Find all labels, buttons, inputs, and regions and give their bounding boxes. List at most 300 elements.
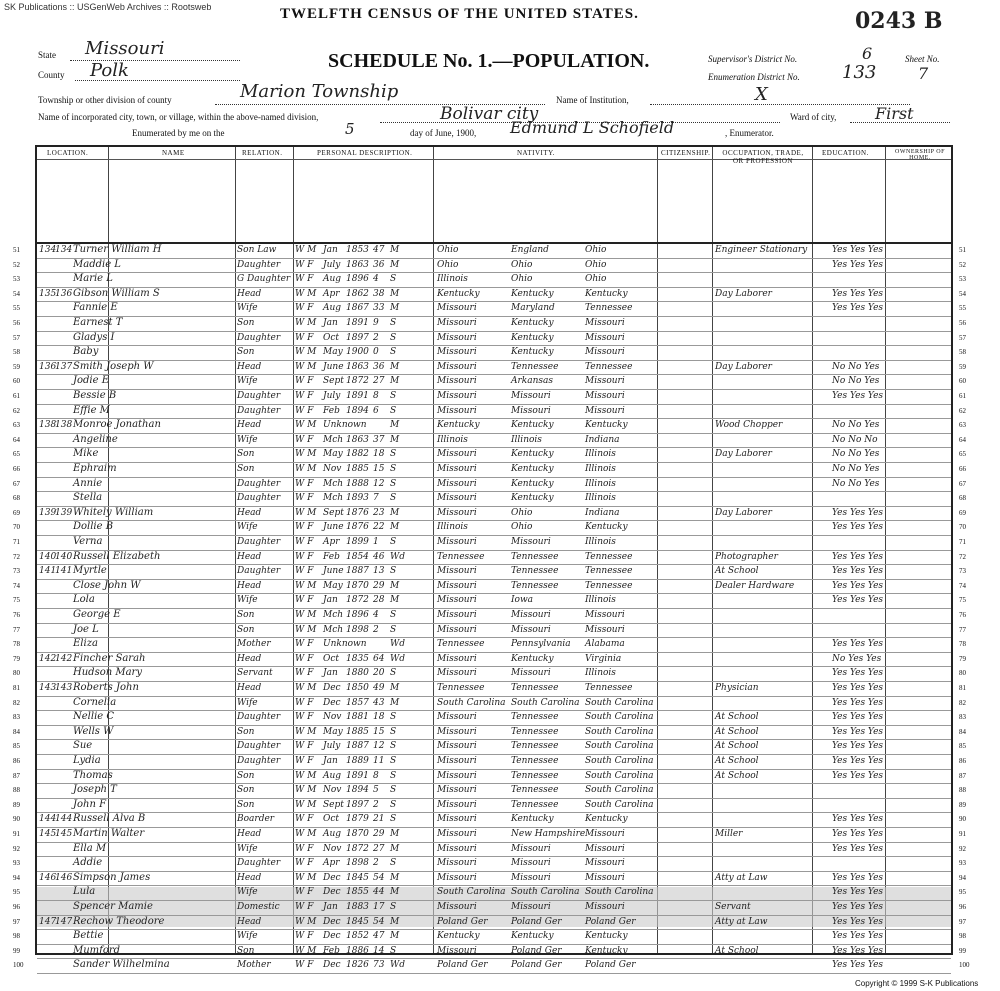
cell-name: Martin Walter	[73, 828, 145, 839]
cell-yr: 1835	[346, 653, 369, 664]
cell-sex: W M	[295, 945, 317, 956]
cell-rel: Daughter	[237, 566, 281, 577]
line-number-right: 56	[959, 319, 966, 327]
cell-edu: Yes Yes Yes	[832, 712, 884, 723]
cell-mo: Nov	[323, 712, 342, 723]
cell-mo: Apr	[323, 537, 340, 547]
table-row	[13, 725, 966, 741]
enumerator-value: Edmund L Schofield	[510, 118, 675, 137]
cell-mo: Jan	[323, 318, 338, 328]
cell-m: Illinois	[585, 464, 616, 474]
enumerated-label: Enumerated by me on the	[132, 128, 225, 138]
cell-sex: W F	[295, 653, 314, 664]
cell-f: Missouri	[511, 902, 551, 912]
enumerator-label: , Enumerator.	[725, 128, 774, 138]
cell-sex: W M	[295, 507, 317, 518]
cell-age: 7	[373, 493, 379, 504]
cell-f: Kentucky	[511, 931, 554, 942]
cell-sex: W F	[295, 843, 314, 854]
cell-name: Close John W	[73, 579, 141, 591]
line-number-left: 97	[13, 917, 20, 926]
cell-p: Missouri	[437, 595, 477, 606]
cell-p: Missouri	[437, 303, 477, 314]
table-row	[13, 520, 966, 536]
cell-f: Ohio	[511, 274, 533, 285]
table-row	[13, 915, 966, 931]
cell-age: 15	[373, 464, 385, 474]
cell-rel: Head	[237, 829, 262, 839]
table-row	[13, 550, 966, 566]
cell-f: Missouri	[511, 858, 551, 869]
cell-sex: W F	[295, 639, 314, 650]
cell-ms: S	[390, 799, 397, 810]
cell-yr: 1896	[346, 610, 369, 620]
cell-mo: Dec	[323, 697, 341, 708]
cell-p: Kentucky	[437, 420, 480, 431]
cell-name: Spencer Mamie	[73, 901, 153, 912]
cell-age: 4	[373, 274, 379, 285]
cell-m: South Carolina	[585, 887, 654, 898]
group-relation: RELATION.	[242, 149, 283, 157]
cell-ms: S	[390, 741, 397, 752]
cell-age: 36	[373, 259, 385, 270]
table-row	[13, 696, 966, 712]
cell-m: Illinois	[585, 449, 616, 460]
line-number-right: 81	[959, 684, 966, 692]
cell-mo: Mch	[323, 624, 344, 635]
cell-rel: Head	[237, 551, 262, 562]
line-number-right: 68	[959, 494, 966, 503]
cell-m: Kentucky	[585, 931, 628, 942]
cell-p: Missouri	[437, 332, 477, 343]
table-row	[13, 710, 966, 726]
cell-m: Tennessee	[585, 566, 633, 577]
table-row	[13, 885, 966, 901]
cell-m: Tennessee	[585, 580, 633, 591]
cell-p: Kentucky	[437, 931, 480, 942]
cell-p: Missouri	[437, 361, 477, 372]
cell-m: South Carolina	[585, 785, 654, 796]
cell-dw: 139	[39, 507, 57, 518]
cell-yr: 1863	[346, 361, 369, 372]
cell-yr: 1886	[346, 945, 369, 956]
line-number-right: 84	[959, 727, 966, 736]
cell-m: Missouri	[585, 347, 625, 358]
line-number-right: 53	[959, 275, 966, 284]
cell-ms: S	[390, 726, 397, 737]
line-number-right: 91	[959, 830, 966, 838]
cell-ms: M	[390, 522, 400, 533]
cell-mo: Unknown	[323, 639, 367, 650]
cell-edu: Yes Yes Yes	[832, 916, 884, 927]
line-number-right: 55	[959, 304, 966, 313]
cell-rel: Head	[237, 916, 262, 927]
cell-yr: 1863	[346, 434, 369, 445]
cell-occ: Atty at Law	[715, 872, 768, 883]
cell-ms: M	[390, 872, 400, 883]
county-value: Polk	[90, 60, 129, 81]
cell-ms: S	[390, 945, 397, 956]
cell-fm: 146	[55, 872, 73, 883]
county-label: County	[38, 70, 65, 80]
cell-sex: W M	[295, 829, 317, 839]
cell-rel: Son	[237, 449, 255, 460]
cell-edu: Yes Yes Yes	[832, 945, 884, 956]
cell-yr: 1850	[346, 683, 369, 693]
cell-f: Kentucky	[511, 288, 554, 299]
cell-yr: 1891	[346, 318, 369, 328]
line-number-right: 93	[959, 859, 966, 868]
cell-rel: Daughter	[237, 493, 281, 504]
cell-mo: Dec	[323, 887, 341, 898]
line-number-right: 78	[959, 640, 966, 649]
cell-edu: Yes Yes Yes	[832, 931, 884, 942]
line-number-left: 88	[13, 786, 20, 795]
cell-age: 47	[373, 931, 385, 942]
cell-yr: 1896	[346, 274, 369, 285]
cell-ms: M	[390, 595, 400, 606]
line-number-left: 56	[13, 319, 20, 327]
enumeration-value: 133	[842, 62, 877, 83]
table-row	[13, 754, 966, 770]
cell-dw: 146	[39, 872, 57, 883]
line-number-right: 72	[959, 552, 966, 561]
cell-yr: 1885	[346, 464, 369, 474]
cell-ms: M	[390, 245, 400, 255]
cell-m: South Carolina	[585, 770, 654, 781]
cell-occ: Day Laborer	[715, 449, 772, 460]
cell-edu: Yes Yes Yes	[832, 843, 884, 854]
cell-yr: 1891	[346, 770, 369, 781]
cell-rel: Son	[237, 464, 255, 474]
group-citizenship: CITIZENSHIP.	[661, 149, 711, 157]
cell-ms: M	[390, 361, 400, 372]
cell-name: Joseph T	[73, 784, 117, 796]
cell-occ: Servant	[715, 902, 751, 912]
cell-edu: Yes Yes Yes	[832, 741, 884, 752]
cell-sex: W F	[295, 902, 314, 912]
cell-edu: Yes Yes Yes	[832, 288, 884, 299]
cell-yr: 1845	[346, 872, 369, 883]
line-number-right: 62	[959, 406, 966, 415]
cell-ms: Wd	[390, 960, 406, 971]
cell-occ: At School	[715, 726, 759, 737]
sheet-label: Sheet No.	[905, 54, 940, 64]
cell-ms: M	[390, 829, 400, 839]
line-number-right: 92	[959, 844, 966, 853]
line-number-left: 69	[13, 508, 20, 517]
cell-edu: Yes Yes Yes	[832, 683, 884, 693]
cell-age: 20	[373, 668, 385, 679]
cell-mo: Feb	[323, 551, 340, 562]
table-row	[13, 345, 966, 361]
cell-yr: 1845	[346, 916, 369, 927]
cell-name: Smith Joseph W	[73, 360, 154, 372]
cell-rel: Wife	[237, 434, 258, 445]
line-number-right: 75	[959, 596, 966, 605]
cell-rel: Head	[237, 288, 262, 299]
cell-m: Missouri	[585, 858, 625, 869]
cell-sex: W F	[295, 551, 314, 562]
cell-p: Illinois	[437, 522, 468, 533]
cell-f: Missouri	[511, 537, 551, 547]
cell-yr: 1898	[346, 624, 369, 635]
cell-age: 1	[373, 537, 379, 547]
cell-m: Indiana	[585, 434, 620, 445]
line-number-left: 80	[13, 669, 20, 678]
cell-ms: S	[390, 274, 397, 285]
cell-p: Illinois	[437, 434, 468, 445]
cell-fm: 138	[55, 420, 73, 431]
cell-ms: S	[390, 391, 397, 401]
cell-sex: W M	[295, 799, 317, 810]
cell-sex: W F	[295, 668, 314, 679]
cell-name: Earnest T	[73, 317, 123, 328]
line-number-right: 86	[959, 757, 966, 765]
cell-sex: W M	[295, 361, 317, 372]
cell-m: Tennessee	[585, 551, 633, 562]
table-row	[13, 491, 966, 507]
cell-m: Illinois	[585, 478, 616, 489]
cell-yr: 1885	[346, 726, 369, 737]
line-number-right: 90	[959, 815, 966, 824]
table-row	[13, 389, 966, 405]
cell-fm: 134	[55, 245, 73, 255]
cell-f: Poland Ger	[511, 916, 562, 927]
cell-ms: S	[390, 464, 397, 474]
township-value: Marion Township	[240, 81, 399, 102]
cell-edu: Yes Yes Yes	[832, 697, 884, 708]
cell-ms: M	[390, 580, 400, 591]
cell-mo: Jan	[323, 245, 338, 255]
cell-edu: Yes Yes Yes	[832, 391, 884, 401]
cell-yr: 1867	[346, 303, 369, 314]
cell-edu: Yes Yes Yes	[832, 726, 884, 737]
census-table	[13, 145, 970, 971]
cell-f: Tennessee	[511, 741, 559, 752]
cell-ms: S	[390, 449, 397, 460]
cell-rel: Son Law	[237, 245, 277, 255]
cell-rel: Son	[237, 726, 255, 737]
cell-occ: Dealer Hardware	[715, 580, 795, 591]
cell-name: John F	[73, 798, 107, 810]
cell-p: Missouri	[437, 945, 477, 956]
cell-m: Ohio	[585, 274, 607, 285]
cell-age: 47	[373, 245, 385, 255]
cell-mo: Oct	[323, 332, 340, 343]
cell-ms: S	[390, 785, 397, 796]
cell-yr: 1891	[346, 391, 369, 401]
cell-rel: Son	[237, 770, 255, 781]
cell-sex: W F	[295, 858, 314, 869]
cell-fm: 147	[55, 916, 73, 927]
cell-f: New Hampshire	[511, 829, 586, 839]
cell-p: Missouri	[437, 770, 477, 781]
cell-rel: Wife	[237, 843, 258, 854]
cell-mo: July	[323, 741, 341, 752]
cell-occ: Day Laborer	[715, 361, 772, 372]
cell-age: 11	[373, 756, 385, 766]
cell-mo: Jan	[323, 756, 338, 766]
line-number-left: 58	[13, 348, 20, 357]
cell-f: Kentucky	[511, 449, 554, 460]
cell-yr: 1889	[346, 756, 369, 766]
cell-age: 27	[373, 843, 385, 854]
cell-m: Poland Ger	[585, 916, 636, 927]
table-row	[13, 666, 966, 682]
cell-yr: 1870	[346, 829, 369, 839]
cell-rel: Head	[237, 420, 262, 431]
cell-m: Missouri	[585, 405, 625, 416]
cell-edu: Yes Yes Yes	[832, 872, 884, 883]
table-row	[13, 374, 966, 390]
cell-yr: 1863	[346, 259, 369, 270]
supervisor-label: Supervisor's District No.	[708, 54, 798, 64]
cell-yr: 1872	[346, 595, 369, 606]
cell-p: Missouri	[437, 668, 477, 679]
cell-name: Stella	[73, 492, 103, 504]
cell-sex: W F	[295, 434, 314, 445]
cell-rel: Wife	[237, 931, 258, 942]
cell-age: 27	[373, 376, 385, 387]
cell-yr: 1887	[346, 741, 369, 752]
cell-ms: M	[390, 887, 400, 898]
cell-rel: Servant	[237, 668, 273, 679]
cell-name: Jodie E	[73, 375, 110, 387]
cell-name: Lola	[73, 594, 95, 606]
table-row	[13, 637, 966, 653]
cell-age: 17	[373, 902, 385, 912]
table-row	[13, 477, 966, 493]
line-number-right: 89	[959, 800, 966, 809]
table-row	[13, 958, 970, 974]
cell-yr: 1852	[346, 931, 369, 942]
line-number-right: 87	[959, 771, 966, 780]
cell-sex: W M	[295, 288, 317, 299]
cell-yr: 1897	[346, 332, 369, 343]
cell-age: 9	[373, 318, 379, 328]
table-row	[13, 623, 966, 639]
cell-edu: Yes Yes Yes	[832, 522, 884, 533]
cell-fm: 145	[55, 829, 73, 839]
cell-mo: Unknown	[323, 420, 367, 431]
cell-ms: M	[390, 916, 400, 927]
cell-f: Kentucky	[511, 318, 554, 328]
line-number-right: 99	[959, 946, 966, 955]
cell-sex: W F	[295, 756, 314, 766]
cell-ms: M	[390, 420, 400, 431]
cell-p: Missouri	[437, 537, 477, 547]
cell-age: 12	[373, 741, 385, 752]
cell-yr: 1879	[346, 814, 369, 825]
schedule-title: SCHEDULE No. 1.—POPULATION.	[328, 50, 650, 72]
line-number-right: 59	[959, 362, 966, 371]
cell-edu: Yes Yes Yes	[832, 668, 884, 679]
cell-rel: Son	[237, 799, 255, 810]
table-row	[13, 769, 966, 785]
cell-m: South Carolina	[585, 756, 654, 766]
table-row	[13, 331, 966, 347]
cell-m: Tennessee	[585, 683, 633, 693]
cell-yr: 1870	[346, 580, 369, 591]
line-number-left: 75	[13, 596, 20, 605]
cell-age: 23	[373, 507, 385, 518]
cell-sex: W M	[295, 318, 317, 328]
cell-edu: Yes Yes Yes	[832, 887, 884, 898]
group-location: LOCATION.	[47, 149, 89, 157]
cell-edu: Yes Yes Yes	[832, 960, 884, 971]
line-number-right: 65	[959, 450, 966, 459]
line-number-left: 60	[13, 377, 20, 386]
cell-occ: At School	[715, 712, 759, 723]
cell-rel: Daughter	[237, 405, 281, 416]
cell-age: 2	[373, 858, 379, 869]
cell-f: Missouri	[511, 610, 551, 620]
cell-f: Maryland	[511, 303, 555, 314]
cell-f: Kentucky	[511, 332, 554, 343]
line-number-left: 62	[13, 406, 20, 415]
cell-name: Sue	[73, 740, 93, 752]
cell-p: Missouri	[437, 858, 477, 869]
cell-m: Alabama	[585, 639, 625, 650]
cell-sex: W F	[295, 493, 314, 504]
table-row	[13, 944, 966, 960]
cell-rel: Wife	[237, 522, 258, 533]
cell-sex: W F	[295, 274, 314, 285]
cell-rel: Wife	[237, 887, 258, 898]
cell-yr: 1881	[346, 712, 369, 723]
cell-m: Missouri	[585, 902, 625, 912]
cell-mo: June	[323, 522, 344, 533]
cell-rel: Daughter	[237, 259, 281, 270]
table-row	[13, 272, 966, 288]
cell-ms: M	[390, 303, 400, 314]
line-number-left: 51	[13, 246, 20, 254]
line-number-right: 97	[959, 917, 966, 926]
cell-yr: 1855	[346, 887, 369, 898]
cell-mo: Oct	[323, 814, 340, 825]
cell-p: Tennessee	[437, 551, 485, 562]
cell-yr: 1894	[346, 785, 369, 796]
cell-f: Missouri	[511, 405, 551, 416]
institution-label: Name of Institution,	[556, 95, 629, 105]
cell-edu: Yes Yes Yes	[832, 770, 884, 781]
line-number-right: 69	[959, 508, 966, 517]
line-number-left: 70	[13, 523, 20, 532]
cell-occ: Photographer	[715, 551, 778, 562]
cell-m: Missouri	[585, 391, 625, 401]
cell-ms: S	[390, 858, 397, 869]
cell-age: 33	[373, 303, 385, 314]
cell-f: Missouri	[511, 624, 551, 635]
table-row	[13, 827, 966, 843]
cell-mo: Nov	[323, 843, 342, 854]
cell-f: Poland Ger	[511, 945, 562, 956]
cell-mo: May	[323, 580, 343, 591]
cell-fm: 144	[55, 814, 73, 825]
cell-name: Monroe Jonathan	[73, 419, 161, 431]
cell-f: Tennessee	[511, 580, 559, 591]
cell-f: Tennessee	[511, 785, 559, 796]
table-row	[13, 316, 966, 332]
cell-m: South Carolina	[585, 741, 654, 752]
cell-p: Missouri	[437, 580, 477, 591]
cell-edu: No No Yes	[832, 449, 880, 460]
line-number-right: 100	[959, 961, 970, 970]
cell-rel: Daughter	[237, 478, 281, 489]
cell-age: 29	[373, 829, 385, 839]
cell-name: Ella M	[73, 842, 107, 854]
